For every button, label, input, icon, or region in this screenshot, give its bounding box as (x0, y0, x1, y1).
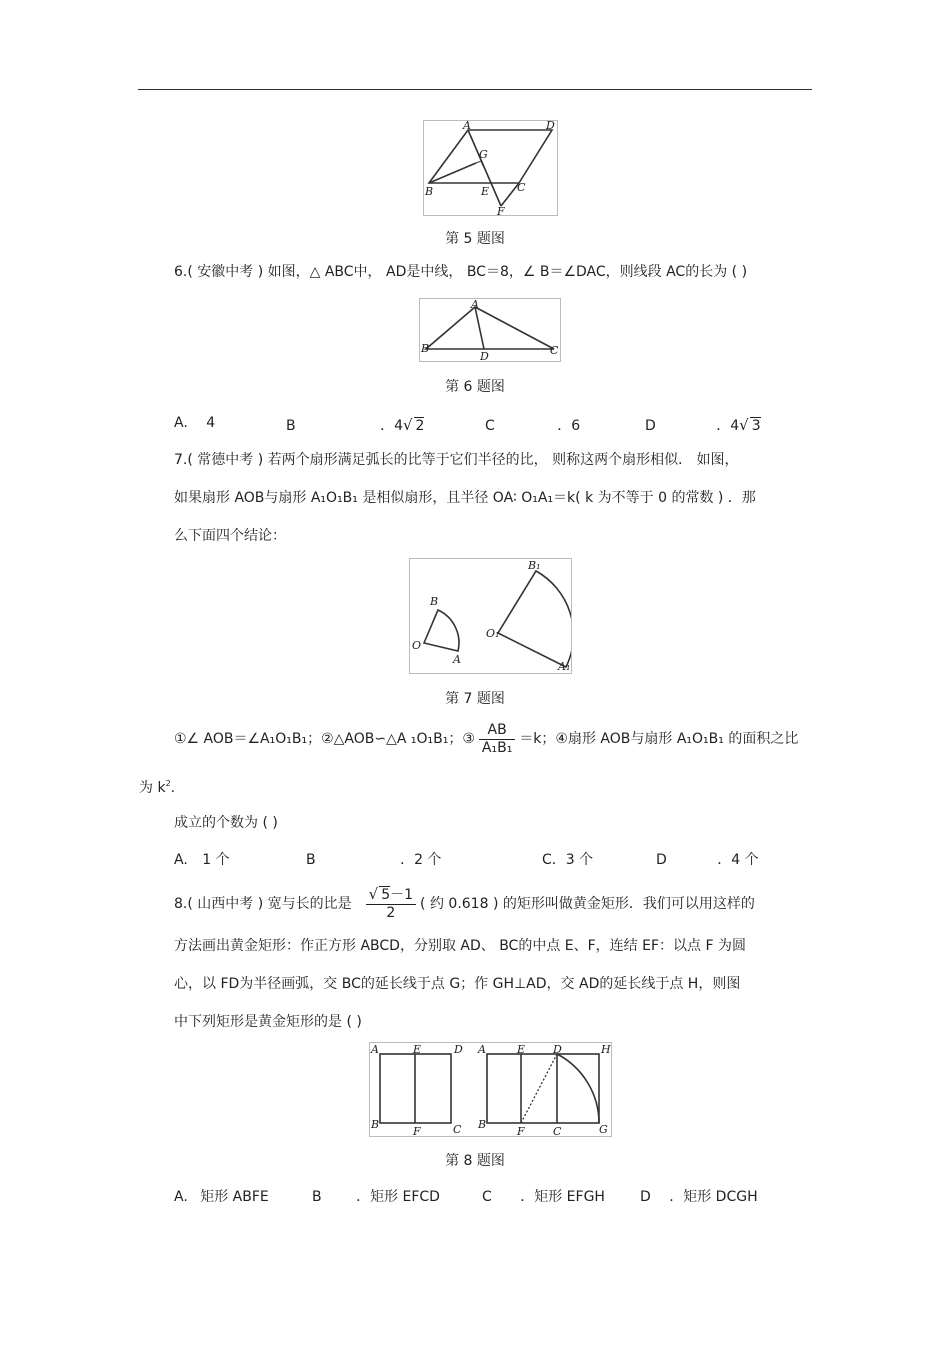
caption-fig8: 第 8 题图 (445, 1153, 505, 1169)
option-value: 矩形 EFCD (370, 1189, 440, 1205)
option-label: C． (542, 852, 566, 868)
option-value: 4 (394, 418, 403, 434)
option-label: D (640, 1189, 651, 1205)
q7-option-c[interactable] (542, 849, 593, 869)
q8-option-c[interactable]: C ．矩形 EFGH (482, 1189, 605, 1205)
q7-conclusions (174, 720, 798, 758)
option-value: 2 个 (414, 852, 442, 868)
fraction-numerator (366, 886, 416, 905)
option-value: 4 (206, 415, 216, 431)
label-b: B (421, 342, 430, 355)
figure-8 (369, 1042, 612, 1137)
header-rule (138, 89, 812, 90)
figure-7 (409, 558, 572, 674)
q8-option-a[interactable] (174, 1186, 269, 1206)
q6-option-d[interactable]: D ．4√ 3 (645, 416, 761, 434)
option-label: C (482, 1189, 492, 1205)
label-c: C (550, 344, 559, 357)
dotted-fd (521, 1054, 557, 1123)
arc-dg (557, 1054, 599, 1123)
figure-5 (423, 120, 558, 216)
caption-fig7: 第 7 题图 (445, 691, 505, 707)
q8-line3: 心，以 FD为半径画弧，交 BC的延长线于点 G；作 GH⊥AD，交 AD的延长线于点 H，则图 (174, 976, 741, 992)
q8-prefix: 8.( 山西中考 ) 宽与长的比是 (174, 896, 352, 912)
q7-option-b[interactable]: B ．2 个 (306, 852, 442, 868)
sector-aob (424, 610, 459, 651)
q6-option-a[interactable] (174, 415, 215, 431)
figure-6 (419, 298, 561, 362)
radicand: 5 (381, 887, 391, 903)
sector-a1o1b1 (498, 571, 571, 667)
label-e: E (481, 185, 490, 198)
label-e: E (413, 1043, 422, 1056)
q7-line3: 么下面四个结论： (174, 528, 286, 544)
q7-conclusions-end (139, 774, 175, 798)
option-value: 6 (571, 418, 581, 434)
option-label: B (286, 418, 296, 434)
option-value: 矩形 EFGH (534, 1189, 605, 1205)
option-label: B (312, 1189, 322, 1205)
label-d: D (553, 1043, 562, 1056)
sqrt-sign: √ (368, 885, 379, 903)
option-value: 矩形 DCGH (683, 1189, 758, 1205)
exponent: 2 (165, 779, 171, 788)
option-label: C (485, 418, 495, 434)
label-a: A (453, 653, 461, 666)
label-b: B (371, 1118, 380, 1131)
label-f: F (497, 205, 505, 215)
q7-line1: 7.( 常德中考 ) 若两个扇形满足弧长的比等于它们半径的比， 则称这两个扇形相似． 如图， (174, 452, 739, 468)
fraction-denominator: 2 (386, 905, 396, 921)
figure-8-diagram (370, 1043, 611, 1136)
label-b: B (425, 185, 434, 198)
option-label: B (306, 852, 316, 868)
label-b1: B₁ (528, 559, 541, 572)
option-label: D (645, 418, 656, 434)
q8-line2: 方法画出黄金矩形：作正方形 ABCD，分别取 AD、 BC的中点 E、F，连结 EF：以点 F 为圆 (174, 938, 746, 954)
sqrt-sign: √ (402, 416, 413, 434)
label-b: B (430, 595, 439, 608)
figure-6-diagram (420, 299, 560, 361)
numerator-rest: －1 (390, 887, 414, 903)
label-g: G (599, 1123, 608, 1136)
q6-stem: 6.( 安徽中考 ) 如图，△ ABC中， AD是中线， BC＝8，∠ B＝∠DAC，则线段 AC的长为 ( ) (174, 264, 748, 280)
label-a: A (471, 299, 479, 311)
q8-line1 (174, 880, 755, 928)
label-c: C (453, 1123, 462, 1136)
q8-option-b[interactable]: B ．矩形 EFCD (312, 1189, 440, 1205)
label-a: A (463, 121, 471, 132)
triangle-abc (426, 307, 554, 349)
label-c: C (517, 181, 526, 194)
label-b: B (478, 1118, 487, 1131)
option-label: A. (174, 852, 188, 868)
label-a: A (478, 1043, 486, 1056)
label-o1: O₁ (486, 627, 500, 640)
caption-fig5: 第 5 题图 (445, 231, 505, 247)
label-a: A (371, 1043, 379, 1056)
option-value: 4 个 (731, 852, 759, 868)
conclusions-part1: ①∠ AOB＝∠A₁O₁B₁；②△AOB∽△A ₁O₁B₁；③ (174, 731, 475, 747)
q8-suffix: ( 约 0.618 ) 的矩形叫做黄金矩形．我们可以用这样的 (420, 896, 755, 912)
label-f: F (413, 1125, 421, 1136)
option-value: 矩形 ABFE (200, 1189, 269, 1205)
radicand: 2 (415, 418, 425, 434)
median-ad (475, 307, 484, 349)
golden-ratio-fraction (366, 886, 416, 922)
option-label: D (656, 852, 667, 868)
label-o: O (412, 639, 422, 652)
option-value: 1 个 (202, 852, 230, 868)
q7-option-d[interactable]: D ．4 个 (656, 852, 759, 868)
option-value: 3 个 (565, 852, 594, 868)
q6-option-c[interactable]: C ．6 (485, 418, 581, 434)
option-value: 4 (730, 418, 740, 434)
q6-option-b[interactable]: B ．4√ 2 (286, 416, 425, 434)
q7-option-a[interactable] (174, 849, 230, 869)
label-c: C (553, 1125, 562, 1136)
label-d: D (454, 1043, 463, 1056)
q7-ask: 成立的个数为 ( ) (174, 815, 278, 831)
label-a1: A₁ (558, 660, 571, 673)
label-d: D (480, 350, 489, 361)
radicand: 3 (751, 418, 761, 434)
figure-7-diagram (410, 559, 571, 673)
label-g: G (479, 148, 488, 161)
label-e: E (517, 1043, 526, 1056)
label-d: D (546, 121, 555, 132)
q8-option-d[interactable]: D ．矩形 DCGH (640, 1189, 758, 1205)
conclusions-part2: ＝k；④扇形 AOB与扇形 A₁O₁B₁ 的面积之比 (519, 731, 799, 747)
sqrt-sign: √ (739, 416, 749, 434)
label-f: F (517, 1125, 525, 1136)
conclusion-end: . (170, 780, 176, 796)
fraction-denominator: A₁B₁ (481, 739, 513, 756)
fraction-ab (479, 722, 515, 757)
label-h: H (601, 1043, 611, 1056)
option-label: A. (174, 415, 188, 431)
q8-line4: 中下列矩形是黄金矩形的是 ( ) (174, 1014, 362, 1030)
figure-5-diagram (424, 121, 557, 215)
rectangle-abgh (487, 1054, 599, 1123)
caption-fig6: 第 6 题图 (445, 379, 505, 395)
conclusion-text: 为 k (139, 780, 166, 796)
fraction-numerator: AB (479, 722, 515, 740)
q7-line2: 如果扇形 AOB与扇形 A₁O₁B₁ 是相似扇形，且半径 OA∶ O₁A₁＝k( k 为不等于 0 的常数 ) ．那 (174, 490, 756, 506)
option-label: A. (174, 1189, 188, 1205)
